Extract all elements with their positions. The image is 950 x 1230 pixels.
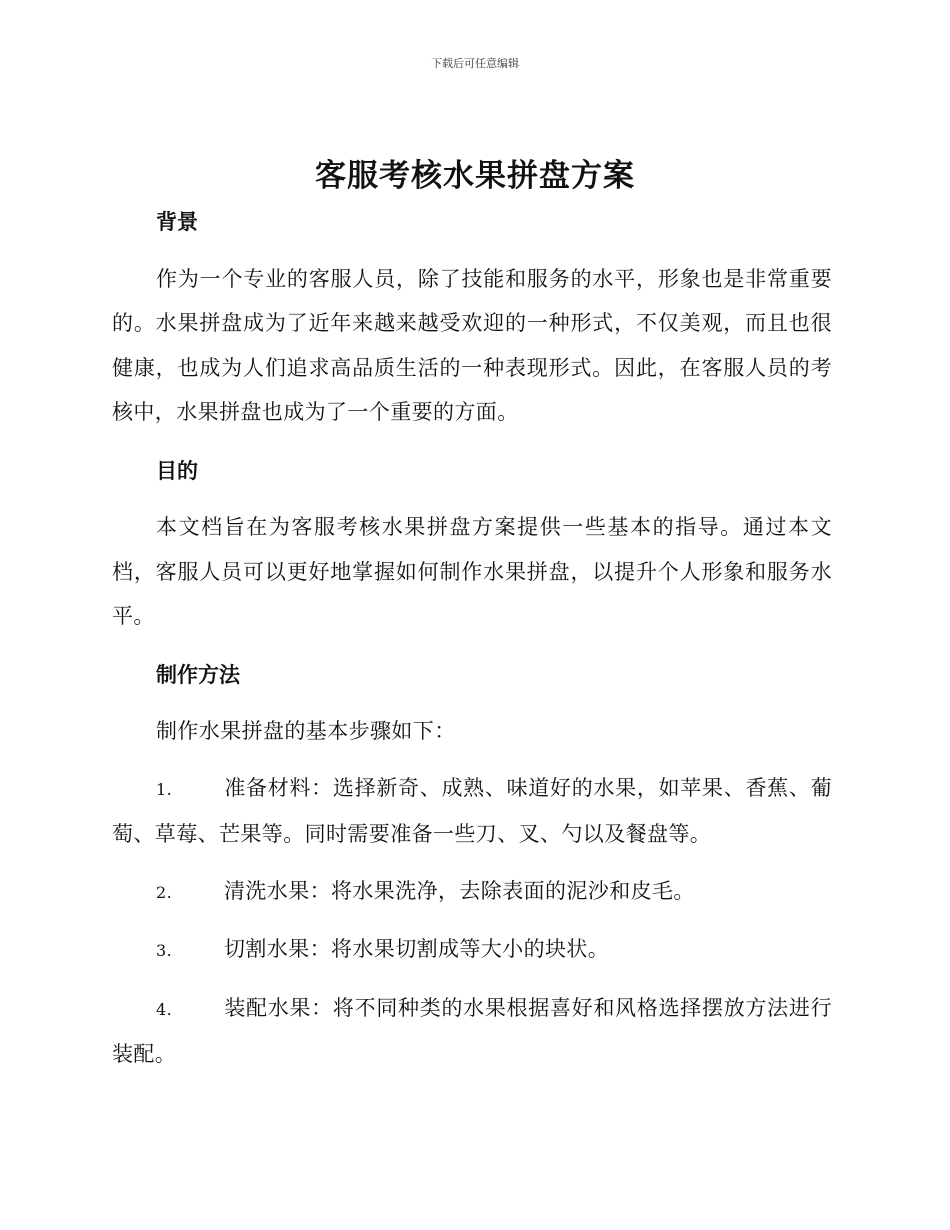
method-intro: 制作水果拼盘的基本步骤如下： (156, 719, 456, 743)
list-item (112, 986, 832, 1077)
section-heading-method: 制作方法 (156, 662, 240, 687)
list-item (112, 766, 832, 857)
method-steps-list (112, 766, 832, 1077)
list-item (112, 869, 832, 916)
step-number: 2. (156, 882, 173, 902)
step-text: 清洗水果：将水果洗净，去除表面的泥沙和皮毛。 (224, 878, 695, 903)
header-note: 下载后可任意编辑 (431, 57, 519, 70)
step-text: 装配水果：将不同种类的水果根据喜好和风格选择摆放方法进行装配。 (112, 995, 832, 1066)
document-title: 客服考核水果拼盘方案 (315, 158, 635, 194)
step-number: 1. (156, 779, 173, 799)
step-number: 4. (156, 999, 173, 1019)
background-paragraph: 作为一个专业的客服人员，除了技能和服务的水平，形象也是非常重要的。水果拼盘成为了近年来越来越受欢迎的一种形式，不仅美观，而且也很健康，也成为人们追求高品质生活的一种表现形式。因此，在客服人员的考核中，水果拼盘也成为了一个重要的方面。 (112, 266, 832, 424)
document-body (112, 200, 832, 1077)
purpose-paragraph: 本文档旨在为客服考核水果拼盘方案提供一些基本的指导。通过本文档，客服人员可以更好地掌握如何制作水果拼盘，以提升个人形象和服务水平。 (112, 515, 832, 628)
step-number: 3. (156, 941, 173, 960)
section-heading-background: 背景 (156, 210, 198, 234)
step-text: 准备材料：选择新奇、成熟、味道好的水果，如苹果、香蕉、葡萄、草莓、芒果等。同时需要准备一些刀、叉、勺以及餐盘等。 (112, 775, 832, 846)
list-item (112, 927, 832, 974)
section-heading-purpose: 目的 (156, 458, 198, 483)
step-text: 切割水果：将水果切割成等大小的块状。 (224, 937, 610, 961)
